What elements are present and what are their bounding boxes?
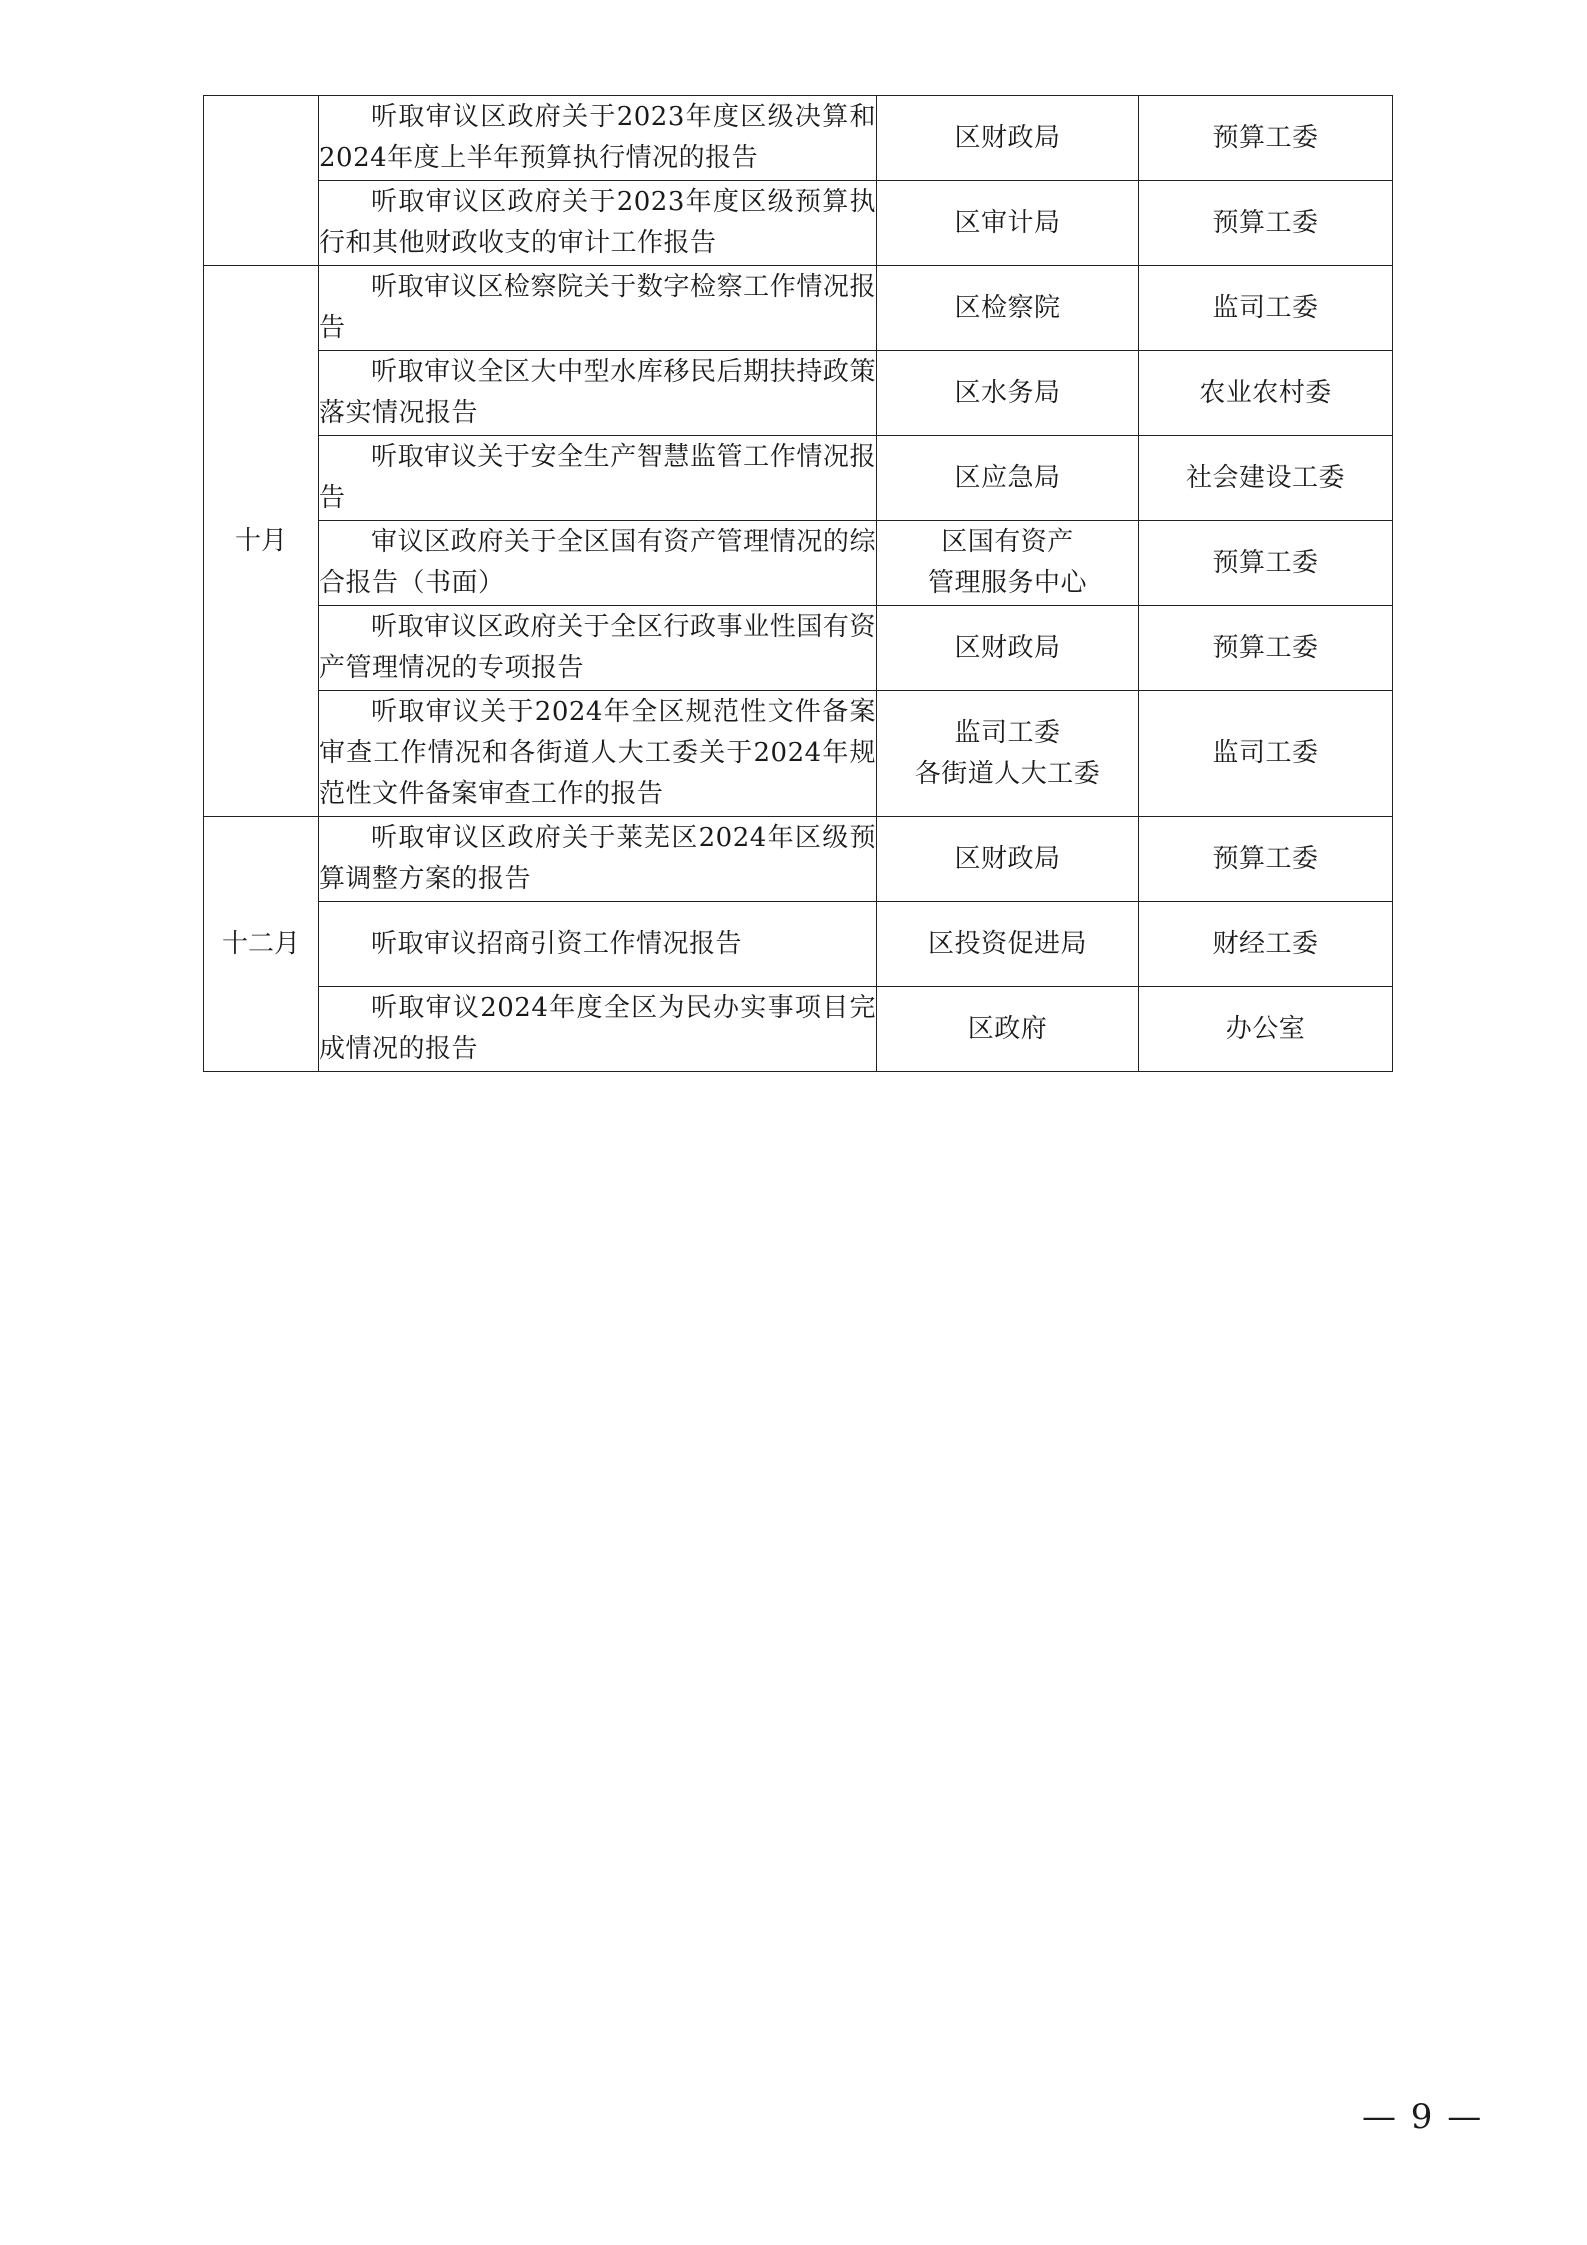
table-row xyxy=(204,96,1393,181)
dept-cell xyxy=(877,181,1139,266)
owner-cell: 监司工委 xyxy=(1139,691,1393,817)
dept-cell xyxy=(877,351,1139,436)
table-row xyxy=(204,902,1393,987)
dept-cell xyxy=(877,987,1139,1072)
table-row xyxy=(204,691,1393,817)
item-cell: 听取审议全区大中型水库移民后期扶持政策落实情况报告 xyxy=(319,351,877,436)
table-row xyxy=(204,266,1393,351)
owner-cell: 预算工委 xyxy=(1139,817,1393,902)
item-cell: 听取审议区政府关于2023年度区级预算执行和其他财政收支的审计工作报告 xyxy=(319,181,877,266)
table-row xyxy=(204,181,1393,266)
month-cell-october: 十月 xyxy=(204,266,319,817)
dept-line: 区水务局 xyxy=(954,377,1061,408)
item-cell: 听取审议区政府关于2023年度区级决算和2024年度上半年预算执行情况的报告 xyxy=(319,96,877,181)
dept-line: 区投资促进局 xyxy=(927,928,1087,959)
owner-cell: 监司工委 xyxy=(1139,266,1393,351)
table-row xyxy=(204,521,1393,606)
table-row xyxy=(204,817,1393,902)
page-number: — 9 — xyxy=(1362,2097,1484,2137)
month-cell-continued xyxy=(204,96,319,266)
dept-cell xyxy=(877,436,1139,521)
dept-cell xyxy=(877,817,1139,902)
dept-line: 区财政局 xyxy=(954,632,1061,663)
dept-line: 区审计局 xyxy=(954,207,1061,238)
dept-cell xyxy=(877,96,1139,181)
dept-line: 区国有资产 xyxy=(941,527,1074,557)
schedule-table xyxy=(203,95,1393,1072)
owner-cell: 预算工委 xyxy=(1139,181,1393,266)
owner-cell: 社会建设工委 xyxy=(1139,436,1393,521)
dept-cell xyxy=(877,902,1139,987)
item-cell: 听取审议招商引资工作情况报告 xyxy=(319,902,877,987)
owner-cell: 预算工委 xyxy=(1139,606,1393,691)
dept-cell xyxy=(877,606,1139,691)
owner-cell: 财经工委 xyxy=(1139,902,1393,987)
dept-cell xyxy=(877,521,1139,606)
owner-cell: 预算工委 xyxy=(1139,96,1393,181)
table-row xyxy=(204,987,1393,1072)
owner-cell: 预算工委 xyxy=(1139,521,1393,606)
month-cell-december: 十二月 xyxy=(204,817,319,1072)
item-cell: 听取审议区政府关于莱芜区2024年区级预算调整方案的报告 xyxy=(319,817,877,902)
item-cell: 听取审议关于2024年全区规范性文件备案审查工作情况和各街道人大工委关于2024年规范性文件备案审查工作的报告 xyxy=(319,691,877,817)
dept-line: 区政府 xyxy=(967,1013,1048,1044)
dept-line: 监司工委 xyxy=(954,717,1061,748)
owner-cell: 农业农村委 xyxy=(1139,351,1393,436)
dept-cell xyxy=(877,691,1139,817)
item-cell: 听取审议区政府关于全区行政事业性国有资产管理情况的专项报告 xyxy=(319,606,877,691)
item-cell: 听取审议区检察院关于数字检察工作情况报告 xyxy=(319,266,877,351)
dept-line: 区财政局 xyxy=(954,122,1061,153)
table-row xyxy=(204,351,1393,436)
table-row xyxy=(204,606,1393,691)
item-cell: 审议区政府关于全区国有资产管理情况的综合报告（书面） xyxy=(319,521,877,606)
item-cell: 听取审议2024年度全区为民办实事项目完成情况的报告 xyxy=(319,987,877,1072)
owner-cell: 办公室 xyxy=(1139,987,1393,1072)
table-row xyxy=(204,436,1393,521)
dept-line: 区检察院 xyxy=(954,292,1061,323)
dept-line: 区财政局 xyxy=(954,843,1061,874)
dept-line: 区应急局 xyxy=(954,462,1061,493)
item-cell: 听取审议关于安全生产智慧监管工作情况报告 xyxy=(319,436,877,521)
dept-line: 管理服务中心 xyxy=(927,568,1087,598)
dept-line: 各街道人大工委 xyxy=(914,758,1101,789)
dept-cell xyxy=(877,266,1139,351)
